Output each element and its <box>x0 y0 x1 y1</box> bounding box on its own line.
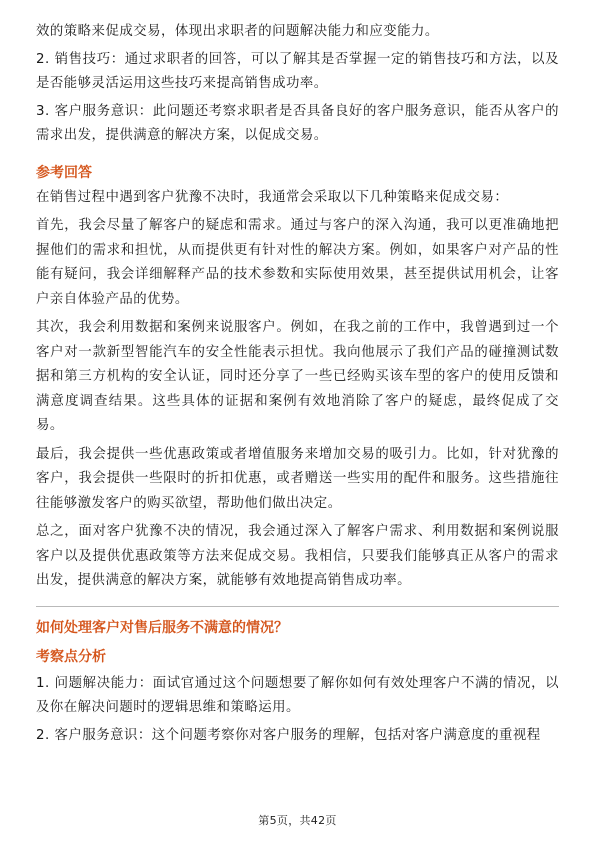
section-divider <box>36 606 559 607</box>
analysis-heading: 考察点分析 <box>36 648 106 665</box>
analysis-point-service-awareness: 2. 客户服务意识：这个问题考察你对客户服务的理解，包括对客户满意度的重视程 <box>36 727 541 743</box>
point-sales-skills: 2. 销售技巧：通过求职者的回答，可以了解其是否掌握一定的销售技巧和方法，以及是否能够灵活运用这些技巧来提高销售成功率。 <box>36 51 559 91</box>
analysis-point-problem-solving: 1. 问题解决能力：面试官通过这个问题想要了解你如何有效处理客户不满的情况，以及你在解决问题时的逻辑思维和策略运用。 <box>36 675 559 715</box>
reference-answer-heading: 参考回答 <box>36 164 92 181</box>
intro-tail-paragraph: 效的策略来促成交易，体现出求职者的问题解决能力和应变能力。 <box>36 24 439 39</box>
answer-first: 首先，我会尽量了解客户的疑虑和需求。通过与客户的深入沟通，我可以更准确地把握他们的需求和担忧，从而提供更有针对性的解决方案。例如，如果客户对产品的性能有疑问，我会详细解释产品的技术参数和实际使用效果，甚至提供试用机会，让客户亲自体验产品的优势。 <box>36 218 559 307</box>
page-number-footer: 第5页，共42页 <box>258 814 337 827</box>
answer-second: 其次，我会利用数据和案例来说服客户。例如，在我之前的工作中，我曾遇到过一个客户对一款新型智能汽车的安全性能表示担忧。我向他展示了我们产品的碰撞测试数据和第三方机构的安全认证，同时还分享了一些已经购买该车型的客户的使用反馈和满意度调查结果。这些具体的证据和案例有效地消除了客户的疑虑，最终促成了交易。 <box>36 320 559 433</box>
question-heading: 如何处理客户对售后服务不满意的情况？ <box>36 619 288 636</box>
point-customer-service: 3. 客户服务意识：此问题还考察求职者是否具备良好的客户服务意识，能否从客户的需求出发，提供满意的解决方案，以促成交易。 <box>36 103 559 143</box>
document-page <box>36 20 559 751</box>
answer-last: 最后，我会提供一些优惠政策或者增值服务来增加交易的吸引力。比如，针对犹豫的客户，我会提供一些限时的折扣优惠，或者赠送一些实用的配件和服务。这些措施往往能够激发客户的购买欲望，帮助他们做出决定。 <box>36 446 559 511</box>
answer-summary: 总之，面对客户犹豫不决的情况，我会通过深入了解客户需求、利用数据和案例说服客户以及提供优惠政策等方法来促成交易。我相信，只要我们能够真正从客户的需求出发，提供满意的解决方案，就能够有效地提高销售成功率。 <box>36 524 559 588</box>
answer-opening: 在销售过程中遇到客户犹豫不决时，我通常会采取以下几种策略来促成交易： <box>36 189 509 205</box>
